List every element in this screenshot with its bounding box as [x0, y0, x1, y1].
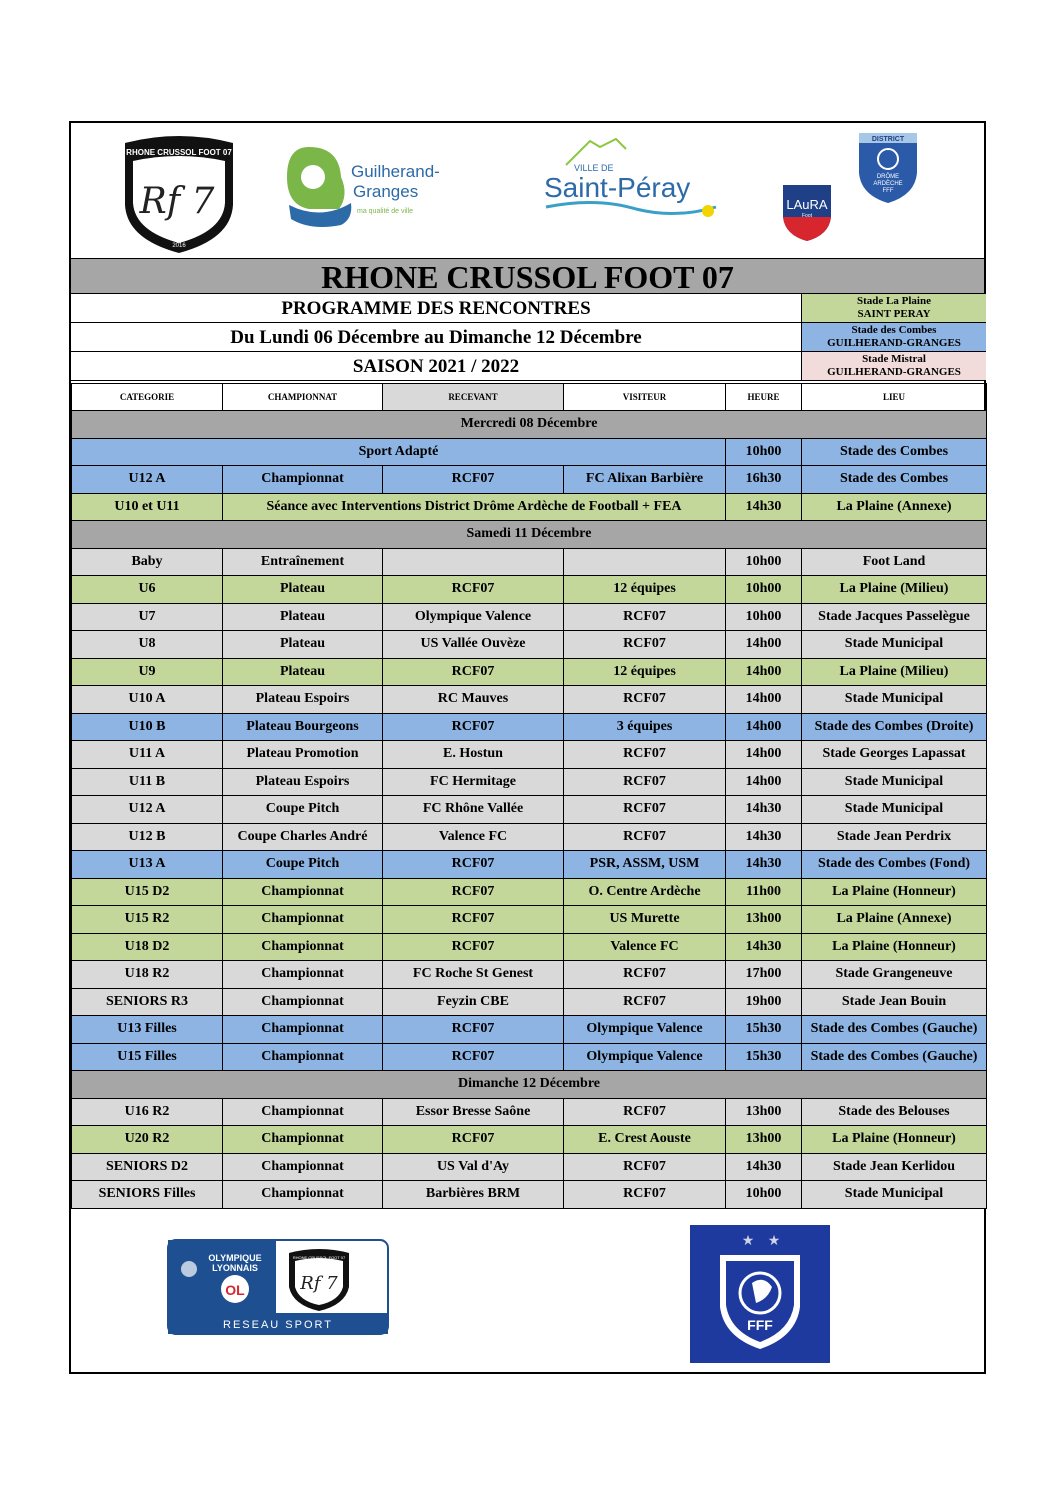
- row-categorie: SENIORS D2: [72, 1153, 223, 1181]
- row-lieu: Stade Municipal: [802, 686, 987, 714]
- row-visiteur: Olympique Valence: [564, 1043, 726, 1071]
- table-row: [72, 1153, 987, 1181]
- row-heure: 13h00: [726, 906, 802, 934]
- row-championnat: Plateau Promotion: [223, 741, 383, 769]
- row-lieu: La Plaine (Honneur): [802, 933, 987, 961]
- row-lieu: La Plaine (Honneur): [802, 878, 987, 906]
- row-lieu: Stade des Combes: [802, 438, 987, 466]
- row-categorie: U12 B: [72, 823, 223, 851]
- row-categorie: U15 R2: [72, 906, 223, 934]
- row-recevant: RCF07: [383, 878, 564, 906]
- ol-badge-mono: Rf 7: [300, 1273, 338, 1294]
- table-row: [72, 548, 987, 576]
- table-row: [72, 851, 987, 879]
- day-header-saturday: [72, 521, 987, 549]
- col-visiteur: VISITEUR: [564, 384, 726, 411]
- row-recevant: RCF07: [383, 906, 564, 934]
- row-categorie: U16 R2: [72, 1098, 223, 1126]
- row-categorie: U15 D2: [72, 878, 223, 906]
- table-row: [72, 603, 987, 631]
- district-top: DISTRICT: [871, 136, 905, 143]
- table-row: [72, 466, 987, 494]
- table-row: [72, 823, 987, 851]
- row-heure: 15h30: [726, 1043, 802, 1071]
- row-championnat: Championnat: [223, 1043, 383, 1071]
- row-categorie: U11 B: [72, 768, 223, 796]
- saint-peray-prefix: VILLE DE: [574, 163, 614, 173]
- row-recevant: RC Mauves: [383, 686, 564, 714]
- row-heure: 14h30: [726, 1153, 802, 1181]
- row-heure: 14h30: [726, 933, 802, 961]
- ol-badge-top: RHONE CRUSSOL FOOT 07: [292, 1255, 346, 1260]
- row-categorie: U20 R2: [72, 1126, 223, 1154]
- row-visiteur: 12 équipes: [564, 658, 726, 686]
- row-recevant: E. Hostun: [383, 741, 564, 769]
- row-recevant: RCF07: [383, 933, 564, 961]
- row-categorie: U10 et U11: [72, 493, 223, 521]
- row-lieu: La Plaine (Milieu): [802, 576, 987, 604]
- row-categorie: U9: [72, 658, 223, 686]
- row-visiteur: RCF07: [564, 1098, 726, 1126]
- guilherand-line1: Guilherand-: [351, 162, 440, 181]
- row-recevant: Valence FC: [383, 823, 564, 851]
- day-label: Samedi 11 Décembre: [72, 521, 987, 549]
- ol-line2: LYONNAIS: [212, 1263, 258, 1273]
- row-recevant: RCF07: [383, 1016, 564, 1044]
- fff-text: FFF: [747, 1317, 773, 1333]
- row-lieu: Stade des Combes (Droite): [802, 713, 987, 741]
- row-categorie: U15 Filles: [72, 1043, 223, 1071]
- row-heure: 14h30: [726, 796, 802, 824]
- row-heure: 14h30: [726, 823, 802, 851]
- row-championnat: Plateau Espoirs: [223, 768, 383, 796]
- row-championnat: Championnat: [223, 1181, 383, 1209]
- table-row: [72, 1181, 987, 1209]
- rcf-badge-logo: [119, 135, 239, 255]
- row-championnat: Championnat: [223, 878, 383, 906]
- row-lieu: Stade des Combes (Gauche): [802, 1016, 987, 1044]
- row-recevant: Essor Bresse Saône: [383, 1098, 564, 1126]
- row-championnat: Plateau Bourgeons: [223, 713, 383, 741]
- row-label: Sport Adapté: [72, 438, 726, 466]
- row-categorie: SENIORS Filles: [72, 1181, 223, 1209]
- rcf-badge-top-text: RHONE CRUSSOL FOOT 07: [126, 148, 232, 157]
- table-row: [72, 741, 987, 769]
- row-visiteur: RCF07: [564, 631, 726, 659]
- row-championnat: Coupe Charles André: [223, 823, 383, 851]
- row-heure: 14h00: [726, 741, 802, 769]
- row-heure: 19h00: [726, 988, 802, 1016]
- saint-peray-name: Saint-Péray: [544, 172, 691, 203]
- venue-legend-name: Stade La Plaine: [857, 295, 931, 307]
- row-visiteur: RCF07: [564, 961, 726, 989]
- row-recevant: FC Rhône Vallée: [383, 796, 564, 824]
- row-heure: 14h00: [726, 658, 802, 686]
- row-lieu: Stade Georges Lapassat: [802, 741, 987, 769]
- ol-mark: OL: [225, 1282, 245, 1298]
- row-championnat: Championnat: [223, 466, 383, 494]
- col-recevant: RECEVANT: [383, 384, 564, 411]
- row-visiteur: US Murette: [564, 906, 726, 934]
- row-recevant: US Val d'Ay: [383, 1153, 564, 1181]
- row-lieu: Stade des Combes: [802, 466, 987, 494]
- row-lieu: Stade Jean Perdrix: [802, 823, 987, 851]
- row-categorie: Baby: [72, 548, 223, 576]
- row-championnat: Plateau: [223, 576, 383, 604]
- row-categorie: U18 R2: [72, 961, 223, 989]
- club-title: RHONE CRUSSOL FOOT 07: [71, 258, 984, 294]
- col-championnat: CHAMPIONNAT: [223, 384, 383, 411]
- venue-legend-town: SAINT PERAY: [857, 308, 931, 320]
- table-row: [72, 658, 987, 686]
- season-heading: SAISON 2021 / 2022: [71, 352, 801, 381]
- district-line3: FFF: [882, 188, 894, 194]
- row-visiteur: E. Crest Aouste: [564, 1126, 726, 1154]
- row-visiteur: RCF07: [564, 603, 726, 631]
- row-championnat: Championnat: [223, 988, 383, 1016]
- row-championnat: Plateau: [223, 658, 383, 686]
- row-visiteur: RCF07: [564, 768, 726, 796]
- day-header-wednesday: [72, 411, 987, 439]
- table-row: [72, 961, 987, 989]
- table-row: [72, 1098, 987, 1126]
- row-heure: 11h00: [726, 878, 802, 906]
- row-visiteur: PSR, ASSM, USM: [564, 851, 726, 879]
- table-row: [72, 1016, 987, 1044]
- row-categorie: U10 A: [72, 686, 223, 714]
- guilherand-line2: Granges: [353, 182, 419, 201]
- table-row: [72, 438, 987, 466]
- table-row: [72, 1043, 987, 1071]
- row-recevant: Barbières BRM: [383, 1181, 564, 1209]
- table-row: [72, 933, 987, 961]
- row-heure: 14h30: [726, 851, 802, 879]
- row-visiteur: Valence FC: [564, 933, 726, 961]
- row-categorie: U8: [72, 631, 223, 659]
- row-championnat: Championnat: [223, 1098, 383, 1126]
- row-heure: 10h00: [726, 438, 802, 466]
- row-categorie: U11 A: [72, 741, 223, 769]
- row-heure: 14h00: [726, 631, 802, 659]
- row-categorie: U13 A: [72, 851, 223, 879]
- row-visiteur: [564, 548, 726, 576]
- table-row: [72, 493, 987, 521]
- rcf-badge-year: 2016: [172, 243, 186, 249]
- col-categorie: CATEGORIE: [72, 384, 223, 411]
- row-championnat: Championnat: [223, 933, 383, 961]
- row-lieu: La Plaine (Milieu): [802, 658, 987, 686]
- district-line1: DRÔME: [876, 174, 900, 180]
- row-championnat: Championnat: [223, 1016, 383, 1044]
- fff-logo: [690, 1225, 830, 1363]
- programme-heading: PROGRAMME DES RENCONTRES: [71, 294, 801, 323]
- row-visiteur: RCF07: [564, 686, 726, 714]
- row-championnat: Plateau: [223, 631, 383, 659]
- row-lieu: Stade des Combes (Fond): [802, 851, 987, 879]
- row-championnat: Coupe Pitch: [223, 796, 383, 824]
- row-recevant: RCF07: [383, 466, 564, 494]
- table-row: [72, 713, 987, 741]
- table-row: [72, 1126, 987, 1154]
- row-visiteur: RCF07: [564, 741, 726, 769]
- row-visiteur: FC Alixan Barbière: [564, 466, 726, 494]
- table-row: [72, 988, 987, 1016]
- venue-legend-name: Stade Mistral: [862, 353, 926, 365]
- row-visiteur: RCF07: [564, 823, 726, 851]
- row-heure: 13h00: [726, 1098, 802, 1126]
- row-categorie: U18 D2: [72, 933, 223, 961]
- row-championnat: Championnat: [223, 1126, 383, 1154]
- row-categorie: U6: [72, 576, 223, 604]
- row-recevant: RCF07: [383, 576, 564, 604]
- row-heure: 14h00: [726, 686, 802, 714]
- row-heure: 10h00: [726, 576, 802, 604]
- table-row: [72, 686, 987, 714]
- row-recevant: RCF07: [383, 1126, 564, 1154]
- row-championnat: Championnat: [223, 961, 383, 989]
- venue-legend-town: GUILHERAND-GRANGES: [827, 337, 961, 349]
- row-visiteur: Olympique Valence: [564, 1016, 726, 1044]
- day-header-sunday: [72, 1071, 987, 1099]
- venue-legend-la-plaine: [801, 294, 986, 323]
- guilherand-granges-logo: [281, 139, 461, 231]
- period-heading: Du Lundi 06 Décembre au Dimanche 12 Décembre: [71, 323, 801, 352]
- row-lieu: Foot Land: [802, 548, 987, 576]
- laura-text: LAuRA: [786, 197, 828, 212]
- row-categorie: U7: [72, 603, 223, 631]
- venue-legend-town: GUILHERAND-GRANGES: [827, 366, 961, 378]
- row-heure: 15h30: [726, 1016, 802, 1044]
- row-categorie: U13 Filles: [72, 1016, 223, 1044]
- row-lieu: La Plaine (Annexe): [802, 906, 987, 934]
- row-heure: 16h30: [726, 466, 802, 494]
- row-visiteur: 12 équipes: [564, 576, 726, 604]
- row-recevant: [383, 548, 564, 576]
- row-visiteur: 3 équipes: [564, 713, 726, 741]
- row-heure: 14h00: [726, 768, 802, 796]
- row-visiteur: O. Centre Ardèche: [564, 878, 726, 906]
- district-line2: ARDÈCHE: [873, 181, 903, 187]
- row-championnat: Plateau: [223, 603, 383, 631]
- row-heure: 10h00: [726, 1181, 802, 1209]
- ol-reseau-sport-logo: [167, 1239, 389, 1335]
- row-lieu: La Plaine (Honneur): [802, 1126, 987, 1154]
- svg-text:★: ★: [741, 1233, 755, 1249]
- table-row: [72, 576, 987, 604]
- saint-peray-logo: [536, 133, 736, 225]
- venue-legend-mistral: [801, 352, 986, 381]
- row-categorie: U10 B: [72, 713, 223, 741]
- row-visiteur: RCF07: [564, 1181, 726, 1209]
- row-lieu: Stade Jean Kerlidou: [802, 1153, 987, 1181]
- row-recevant: RCF07: [383, 713, 564, 741]
- col-lieu: LIEU: [802, 384, 987, 411]
- row-lieu: Stade Municipal: [802, 1181, 987, 1209]
- row-championnat: Championnat: [223, 906, 383, 934]
- row-lieu: Stade Municipal: [802, 796, 987, 824]
- reseau-sport-banner: RESEAU SPORT: [223, 1319, 333, 1331]
- row-recevant: RCF07: [383, 1043, 564, 1071]
- venue-legend-name: Stade des Combes: [851, 324, 937, 336]
- row-description: Séance avec Interventions District Drôme Ardèche de Football + FEA: [223, 493, 726, 521]
- rcf-badge-monogram: Rf 7: [139, 181, 215, 222]
- row-championnat: Plateau Espoirs: [223, 686, 383, 714]
- row-categorie: U12 A: [72, 466, 223, 494]
- laura-foot-logo: [779, 179, 835, 243]
- column-header-row: [72, 384, 987, 411]
- row-lieu: Stade Jacques Passelègue: [802, 603, 987, 631]
- row-heure: 14h30: [726, 493, 802, 521]
- table-row: [72, 796, 987, 824]
- day-label: Mercredi 08 Décembre: [72, 411, 987, 439]
- row-heure: 10h00: [726, 548, 802, 576]
- row-championnat: Entraînement: [223, 548, 383, 576]
- row-lieu: Stade Municipal: [802, 631, 987, 659]
- row-categorie: SENIORS R3: [72, 988, 223, 1016]
- row-visiteur: RCF07: [564, 988, 726, 1016]
- laura-sub: Foot: [801, 213, 813, 219]
- row-heure: 14h00: [726, 713, 802, 741]
- row-visiteur: RCF07: [564, 1153, 726, 1181]
- svg-text:★: ★: [767, 1233, 781, 1249]
- guilherand-tagline: ma qualité de ville: [357, 208, 414, 215]
- row-lieu: Stade Grangeneuve: [802, 961, 987, 989]
- row-championnat: Championnat: [223, 1153, 383, 1181]
- row-visiteur: RCF07: [564, 796, 726, 824]
- matches-table: [71, 383, 987, 1209]
- row-recevant: US Vallée Ouvèze: [383, 631, 564, 659]
- ol-line1: OLYMPIQUE: [208, 1253, 262, 1263]
- table-row: [72, 631, 987, 659]
- row-heure: 17h00: [726, 961, 802, 989]
- row-recevant: Feyzin CBE: [383, 988, 564, 1016]
- row-championnat: Coupe Pitch: [223, 851, 383, 879]
- row-lieu: Stade Municipal: [802, 768, 987, 796]
- table-row: [72, 906, 987, 934]
- district-drome-ardeche-logo: [855, 129, 921, 205]
- row-recevant: RCF07: [383, 851, 564, 879]
- row-lieu: Stade des Combes (Gauche): [802, 1043, 987, 1071]
- col-heure: HEURE: [726, 384, 802, 411]
- day-label: Dimanche 12 Décembre: [72, 1071, 987, 1099]
- row-lieu: La Plaine (Annexe): [802, 493, 987, 521]
- row-heure: 10h00: [726, 603, 802, 631]
- row-heure: 13h00: [726, 1126, 802, 1154]
- row-recevant: FC Hermitage: [383, 768, 564, 796]
- row-lieu: Stade Jean Bouin: [802, 988, 987, 1016]
- row-lieu: Stade des Belouses: [802, 1098, 987, 1126]
- venue-legend-combes: [801, 323, 986, 352]
- row-recevant: FC Roche St Genest: [383, 961, 564, 989]
- table-row: [72, 878, 987, 906]
- row-recevant: Olympique Valence: [383, 603, 564, 631]
- row-categorie: U12 A: [72, 796, 223, 824]
- table-row: [72, 768, 987, 796]
- row-recevant: RCF07: [383, 658, 564, 686]
- programme-sheet: [69, 121, 986, 1374]
